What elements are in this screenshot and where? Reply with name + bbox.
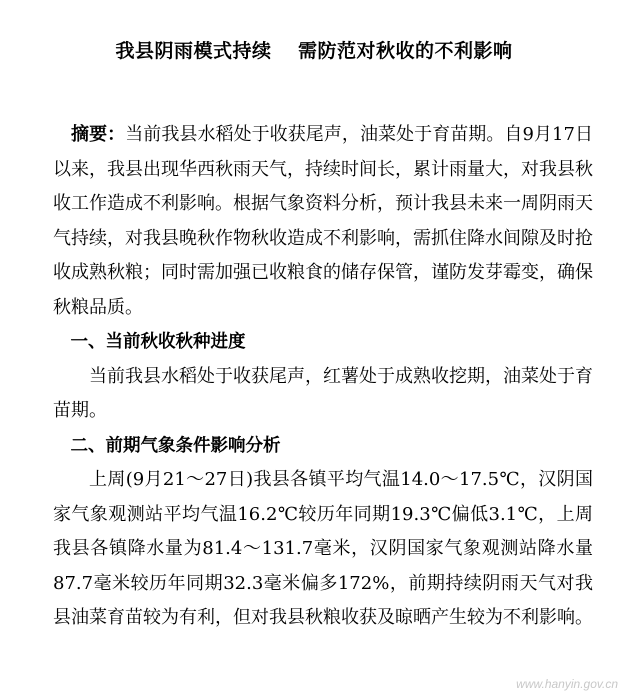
section-heading-progress: 一、当前秋收秋种进度 xyxy=(70,332,246,352)
document-title: 我县阴雨模式持续 需防范对秋收的不利影响 xyxy=(115,40,513,62)
abstract-text: 当前我县水稻处于收获尾声，油菜处于育苗期。自9月17日以来，我县出现华西秋雨天气，持续时间长，累计雨量大，对我县秋收工作造成不利影响。根据气象资料分析，预计我县未来一周阴雨天气持续，对我县晚秋作物秋收造成不利影响，需抓住降水间隙及时抢收成熟秋粮；同时需加强已收粮食的储存保管，谨防发芽霉变，确保秋粮品质。 xyxy=(53,124,594,318)
section-text-progress: 当前我县水稻处于收获尾声，红薯处于成熟收挖期，油菜处于育苗期。 xyxy=(53,365,593,421)
abstract-label: 摘要： xyxy=(71,124,126,145)
document-body xyxy=(53,118,593,636)
section-heading-weather-analysis: 二、前期气象条件影响分析 xyxy=(70,435,281,456)
section-text-weather-analysis: 上周(9月21～27日)我县各镇平均气温14.0～17.5℃，汉阴国家气象观测站平均气温16.2℃较历年同期19.3℃偏低3.1℃，上周我县各镇降水量为81.4～131.7毫米，汉阴国家气象观测站降水量87.7毫米较历年同期32.3毫米偏多172%，前期持续阴雨天气对我县油菜育苗较为有利，但对我县秋粮收获及晾晒产生较为不利影响。 xyxy=(53,469,593,628)
abstract-paragraph xyxy=(53,118,593,325)
watermark: www.hanyin.gov.cn xyxy=(516,677,618,691)
